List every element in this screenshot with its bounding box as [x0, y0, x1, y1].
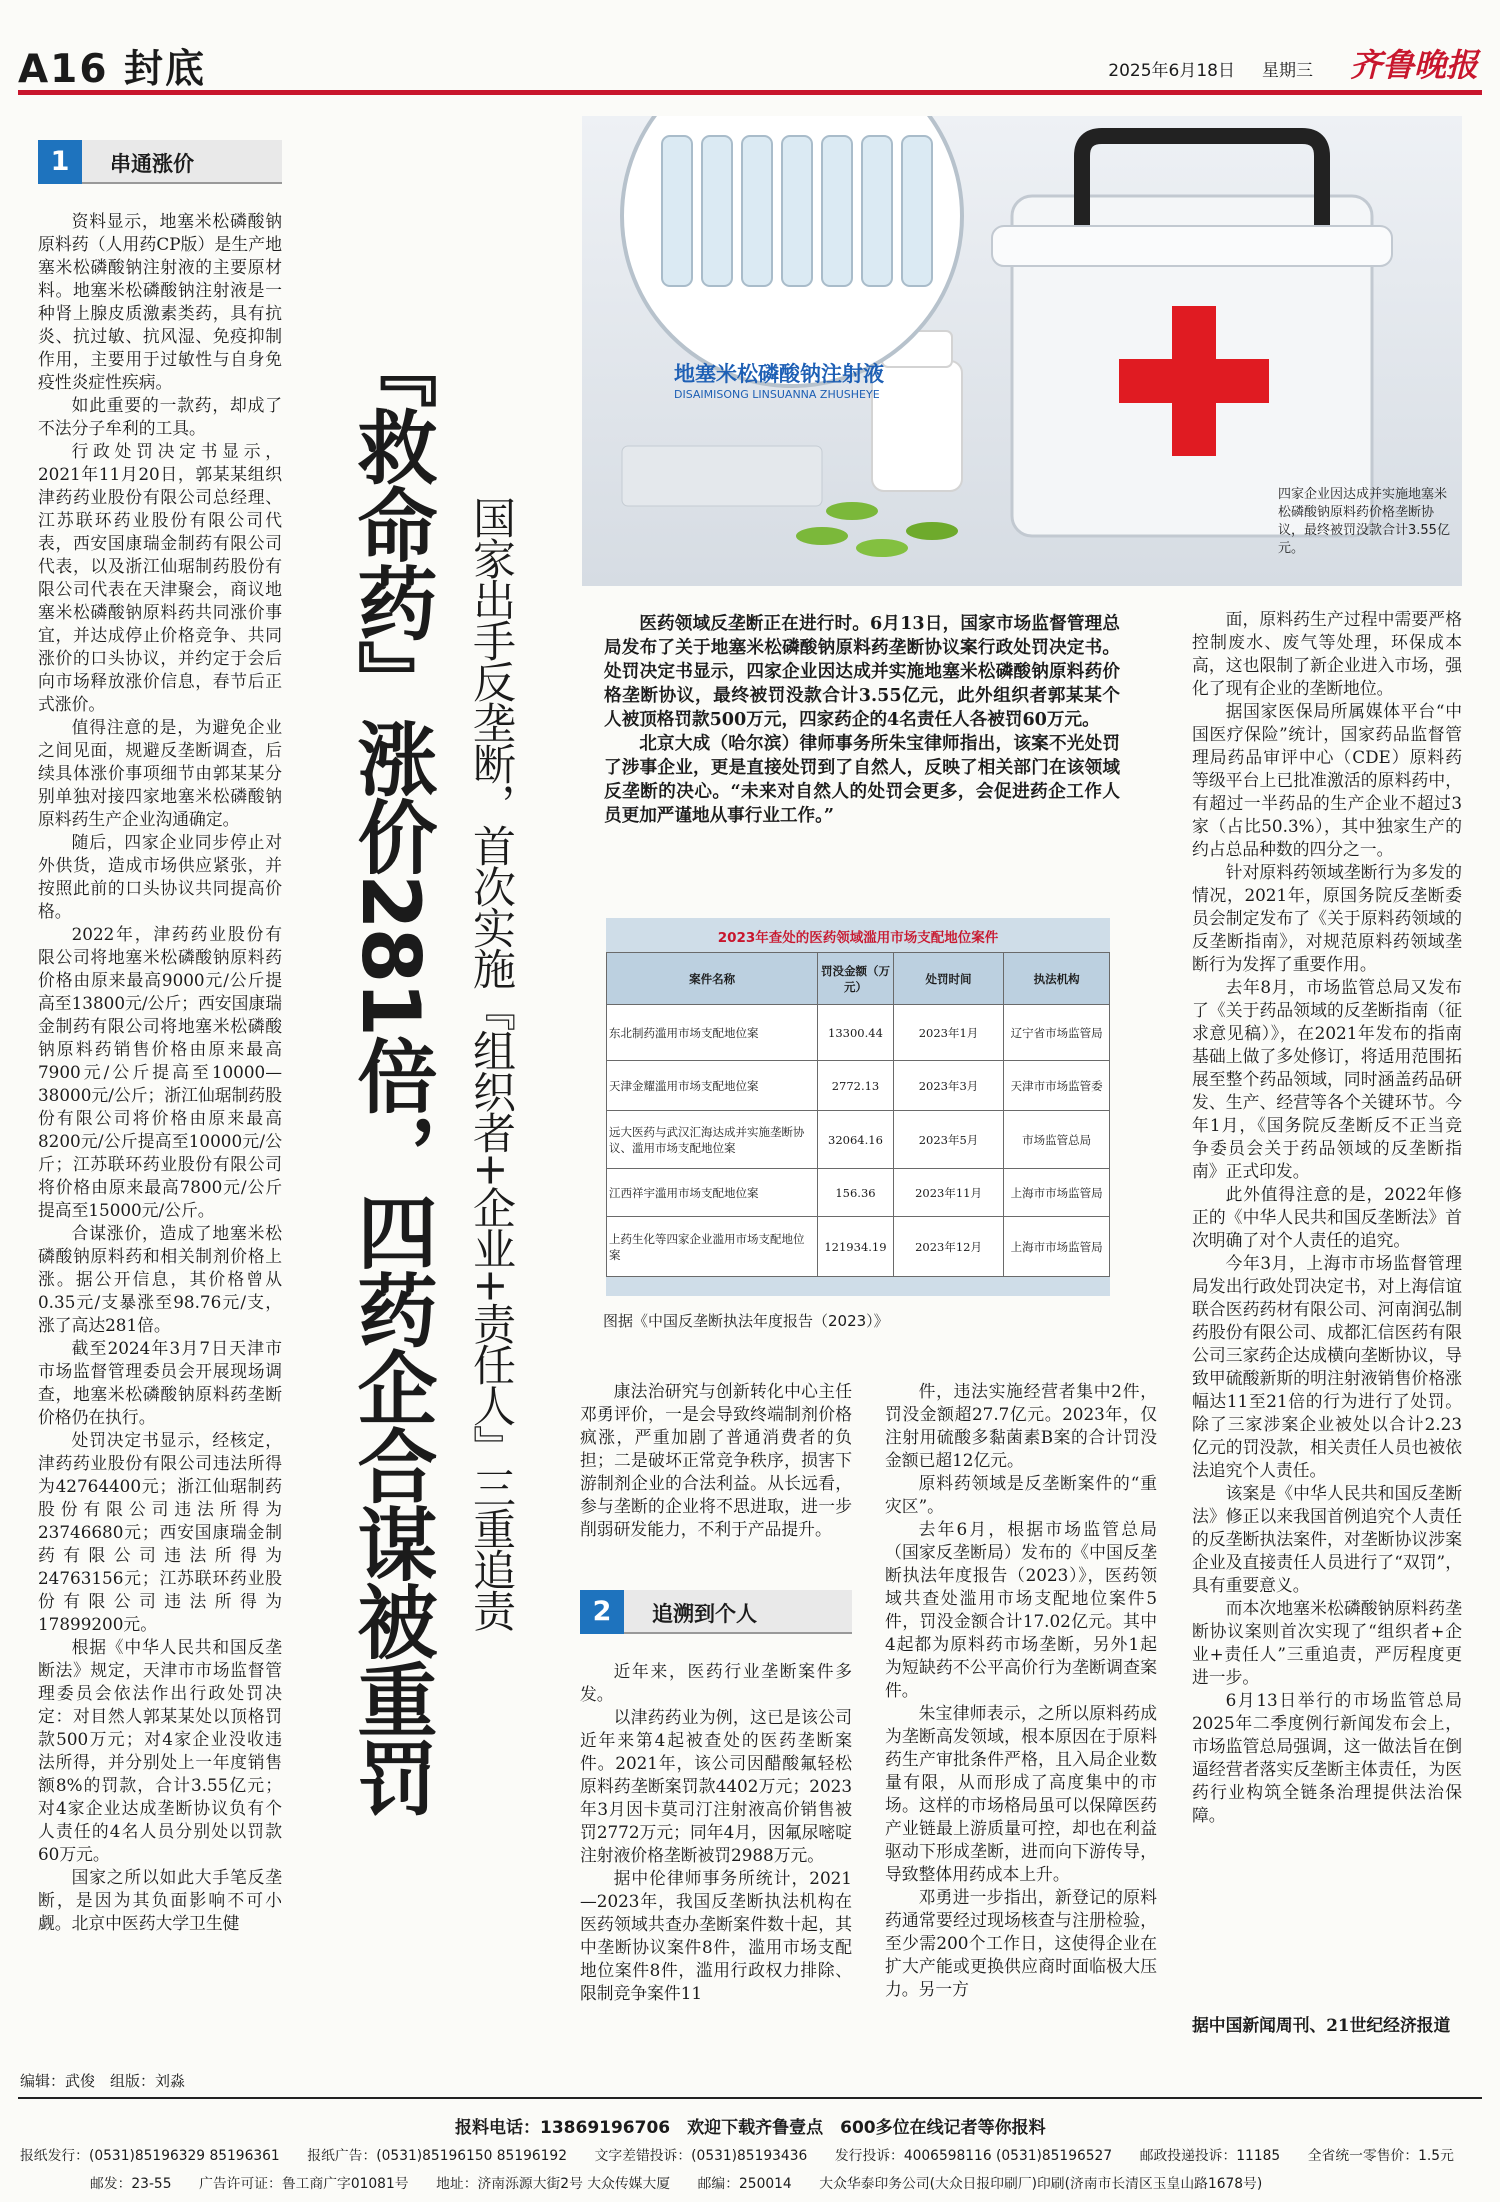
paragraph: 6月13日举行的市场监管总局2025年二季度例行新闻发布会上，市场监管总局强调，这一做法旨在倒逼经营者落实反垄断主体责任，为医药行业构筑全链条治理提供法治保障。 — [1192, 1690, 1462, 1825]
hotline: 报料电话：13869196706 欢迎下载齐鲁壹点 600多位在线记者等你报料 — [455, 2118, 1046, 2138]
table-cell: 市场监管总局 — [1004, 1111, 1110, 1169]
column-center-c — [885, 1380, 1157, 2050]
paragraph: 据国家医保局所属媒体平台“中国医疗保险”统计，国家药品监督管理局药品审评中心（CDE）原料药等级平台上已批准激活的原料药中，有超过一半药品的生产企业不超过3家（占比50.3%），其中独家生产的约占总品种数的四分之一。 — [1192, 701, 1462, 859]
paragraph: 值得注意的是，为避免企业之间见面，规避反垄断调查，后续具体涨价事项细节由郭某某分别单独对接四家地塞米松磷酸钠原料药生产企业沟通确定。 — [38, 717, 282, 829]
paragraph: 如此重要的一款药，却成了不法分子牟利的工具。 — [38, 395, 282, 438]
table-cell: 2772.13 — [818, 1061, 893, 1111]
paragraph: 据中伦律师事务所统计，2021—2023年，我国反垄断执法机构在医药领域共查办垄断案件数十起，其中垄断协议案件8件，滥用市场支配地位案件8件，滥用行政权力排除、限制竞争案件11 — [580, 1868, 852, 2003]
paragraph: 2022年，津药药业股份有限公司将地塞米松磷酸钠原料药价格由原来最高9000元/公斤提高至13800元/公斤；西安国康瑞金制药有限公司将地塞米松磷酸钠原料药销售价格由原来最高7900元/公斤提高至10000—38000元/公斤；浙江仙琚制药股份有限公司将价格由原来最高8200元/公斤提高至10000元/公斤；江苏联环药业股份有限公司将价格由原来最高7800元/公斤提高至15000元/公斤。 — [38, 924, 282, 1220]
page-number: A16 封底 — [18, 47, 207, 92]
table-cell: 32064.16 — [818, 1111, 893, 1169]
paragraph: 去年6月，根据市场监管总局（国家反垄断局）发布的《中国反垄断执法年度报告（2023）》，医药领域共查处滥用市场支配地位案件5件，罚没金额合计17.02亿元。其中4起都为原料药市场垄断，另外1起为短缺药不公平高价行为垄断调查案件。 — [885, 1519, 1157, 1700]
table-cell: 2023年12月 — [893, 1217, 1004, 1277]
paragraph: 该案是《中华人民共和国反垄断法》修正以来我国首例追究个人责任的反垄断执法案件，对垄断协议涉案企业及直接责任人员进行了“双罚”，具有重要意义。 — [1192, 1483, 1462, 1595]
header-rule — [18, 90, 1482, 95]
main-headline: 『救命药』涨价281倍，四药企合谋被重罚 — [344, 328, 437, 1815]
section-title: 串通涨价 — [110, 152, 194, 176]
paragraph: 北京大成（哈尔滨）律师事务所朱宝律师指出，该案不光处罚了涉事企业，更是直接处罚到了自然人，反映了相关部门在该领域反垄断的决心。“未来对自然人的处罚会更多，会促进药企工作人员更加严谨地从事行业工作。” — [604, 733, 1120, 826]
table-row — [607, 1217, 1110, 1277]
table-cell: 上海市市场监管局 — [1004, 1169, 1110, 1217]
sub-headline: 国家出手反垄断，首次实施『组织者+企业+责任人』三重追责 — [466, 496, 516, 1631]
table-header-row — [607, 953, 1110, 1005]
ampoule-box-label-en: DISAIMISONG LINSUANNA ZHUSHEYE — [674, 388, 880, 401]
newspaper-logo: 齐鲁晚报 — [1349, 46, 1478, 84]
table-cell: 13300.44 — [818, 1005, 893, 1061]
paragraph: 国家之所以如此大手笔反垄断，是因为其负面影响不可小觑。北京中医药大学卫生健 — [38, 1867, 282, 1933]
paragraph: 今年3月，上海市市场监督管理局发出行政处罚决定书，对上海信谊联合医药药材有限公司、河南润弘制药股份有限公司、成都汇信医药有限公司三家药企达成横向垄断协议，导致甲硫酸新斯的明注射液销售价格涨幅达11至21倍的行为进行了处罚。除了三家涉案企业被处以合计2.23亿元的罚没款，相关责任人员也被依法追究个人责任。 — [1192, 1253, 1462, 1480]
section-header-1 — [38, 140, 282, 184]
table-caption: 图据《中国反垄断执法年度报告（2023）》 — [603, 1312, 889, 1330]
ampoule-box-label: 地塞米松磷酸钠注射液 — [674, 362, 884, 386]
article-photo — [582, 116, 1462, 586]
table-row — [607, 1061, 1110, 1111]
cases-table — [606, 952, 1110, 1277]
footer-address: 邮发：23-55 广告许可证：鲁工商广字01081号 地址：济南泺源大街2号 大众传媒大厦 邮编：250014 大众华泰印务公司(大众日报印刷厂)印刷(济南市长清区玉皇山路1678号) — [90, 2176, 1263, 2192]
section-header-2 — [580, 1590, 852, 1634]
paragraph: 资料显示，地塞米松磷酸钠原料药（人用药CP版）是生产地塞米松磷酸钠注射液的主要原材料。地塞米松磷酸钠注射液是一种肾上腺皮质激素类药，具有抗炎、抗过敏、抗风湿、免疫抑制作用，主要用于过敏性与自身免疫性炎症性疾病。 — [38, 211, 282, 392]
header-cell: 罚没金额（万元） — [818, 953, 893, 1005]
table-cell: 2023年11月 — [893, 1169, 1004, 1217]
editor-credits: 编辑：武俊 组版：刘淼 — [20, 2072, 186, 2090]
paragraph: 去年8月，市场监管总局又发布了《关于药品领域的反垄断指南（征求意见稿）》，在2021年发布的指南基础上做了多处修订，将适用范围拓展至整个药品领域，同时涵盖药品研发、生产、经营等各个关键环节。今年1月，《国务院反垄断反不正当竞争委员会关于药品领域的反垄断指南》正式印发。 — [1192, 977, 1462, 1181]
section-title: 追溯到个人 — [652, 1602, 757, 1626]
table-cell: 辽宁省市场监管局 — [1004, 1005, 1110, 1061]
section-number: 1 — [38, 140, 82, 184]
paragraph: 根据《中华人民共和国反垄断法》规定，天津市市场监督管理委员会依法作出行政处罚决定：对目然人郭某某处以顶格罚款500万元；对4家企业没收违法所得，并分别处上一年度销售额8%的罚款，合计3.55亿元；对4家企业达成垄断协议负有个人责任的4名人员分别处以罚款60万元。 — [38, 1637, 282, 1864]
table-row — [607, 1005, 1110, 1061]
table-cell: 2023年3月 — [893, 1061, 1004, 1111]
table-cell: 东北制药滥用市场支配地位案 — [607, 1005, 818, 1061]
paragraph: 朱宝律师表示，之所以原料药成为垄断高发领域，根本原因在于原料药生产审批条件严格，且入局企业数量有限，从而形成了高度集中的市场。这样的市场格局虽可以保障医药产业链最上游质量可控，却也在利益驱动下形成垄断，进而向下游传导，导致整体用药成本上升。 — [885, 1703, 1157, 1884]
paragraph: 截至2024年3月7日天津市市场监督管理委员会开展现场调查，地塞米松磷酸钠原料药垄断价格仍在执行。 — [38, 1338, 282, 1427]
table-row — [607, 1111, 1110, 1169]
footer-rule — [18, 2097, 1482, 2099]
paragraph: 件，违法实施经营者集中2件，罚没金额超27.7亿元。2023年，仅注射用硫酸多黏菌素B案的合计罚没金额已超12亿元。 — [885, 1381, 1157, 1470]
paragraph: 医药领域反垄断正在进行时。6月13日，国家市场监督管理总局发布了关于地塞米松磷酸钠原料药垄断协议案行政处罚决定书。处罚决定书显示，四家企业因达成并实施地塞米松磷酸钠原料药价格垄断协议，最终被罚没款合计3.55亿元，此外组织者郭某某个人被顶格罚款500万元，四家药企的4名责任人各被罚60万元。 — [604, 613, 1120, 730]
paragraph: 此外值得注意的是，2022年修正的《中华人民共和国反垄断法》首次明确了对个人责任的追究。 — [1192, 1184, 1462, 1250]
paragraph: 原料药领域是反垄断案件的“重灾区”。 — [885, 1473, 1157, 1516]
paragraph: 而本次地塞米松磷酸钠原料药垄断协议案则首次实现了“组织者+企业+责任人”三重追责，严厉程度更进一步。 — [1192, 1598, 1462, 1687]
column-center-b — [580, 1660, 852, 2050]
table-cell: 天津市市场监管委 — [1004, 1061, 1110, 1111]
paragraph: 针对原料药领域垄断行为多发的情况，2021年，原国务院反垄断委员会制定发布了《关于原料药领域的反垄断指南》，对规范原料药领域垄断行为发挥了重要作用。 — [1192, 862, 1462, 974]
pill-bottle — [872, 361, 962, 491]
paragraph: 随后，四家企业同步停止对外供货，造成市场供应紧张，并按照此前的口头协议共同提高价格。 — [38, 832, 282, 921]
photo-caption: 四家企业因达成并实施地塞米松磷酸钠原料药价格垄断协议，最终被罚没款合计3.55亿元。 — [1278, 487, 1450, 556]
paragraph: 处罚决定书显示，经核定，津药药业股份有限公司违法所得为42764400元；浙江仙琚制药股份有限公司违法所得为23746680元；西安国康瑞金制药有限公司违法所得为24763156元；江苏联环药业股份有限公司违法所得为17899200元。 — [38, 1430, 282, 1634]
article-credit: 据中国新闻周刊、21世纪经济报道 — [1192, 2015, 1451, 2035]
table-row — [607, 1169, 1110, 1217]
issue-date: 2025年6月18日 — [1108, 61, 1235, 81]
column-center-a — [580, 1380, 852, 1566]
table-cell: 上海市市场监管局 — [1004, 1217, 1110, 1277]
table-cell: 上药生化等四家企业滥用市场支配地位案 — [607, 1217, 818, 1277]
paragraph: 行政处罚决定书显示，2021年11月20日，郭某某组织津药药业股份有限公司总经理、江苏联环药业股份有限公司代表，西安国康瑞金制药有限公司代表，以及浙江仙琚制药股份有限公司代表在天津聚会，商议地塞米松磷酸钠原料药共同涨价事宜，并达成停止价格竞争、共同涨价的口头协议，并约定于会后向市场释放涨价信息，春节后正式涨价。 — [38, 441, 282, 714]
paragraph: 近年来，医药行业垄断案件多发。 — [580, 1661, 852, 1704]
paragraph: 合谋涨价，造成了地塞米松磷酸钠原料药和相关制剂价格上涨。据公开信息，其价格曾从0.35元/支暴涨至98.76元/支，涨了高达281倍。 — [38, 1223, 282, 1335]
table-cell: 江西祥宇滥用市场支配地位案 — [607, 1169, 818, 1217]
paragraph: 面，原料药生产过程中需要严格控制废水、废气等处理，环保成本高，这也限制了新企业进入市场，强化了现有企业的垄断地位。 — [1192, 609, 1462, 698]
table-cell: 121934.19 — [818, 1217, 893, 1277]
column-right — [1192, 608, 1462, 2012]
table-cell: 远大医药与武汉汇海达成并实施垄断协议、滥用市场支配地位案 — [607, 1111, 818, 1169]
cases-table-box — [606, 918, 1110, 1296]
header-cell: 案件名称 — [607, 953, 818, 1005]
header-cell: 执法机构 — [1004, 953, 1110, 1005]
paragraph: 以津药药业为例，这已是该公司近年来第4起被查处的医药垄断案件。2021年，该公司因醋酸氟轻松原料药垄断案罚款4402万元；2023年3月因卡莫司汀注射液高价销售被罚2772万元；同年4月，因氟尿嘧啶注射液价格垄断被罚2988万元。 — [580, 1707, 852, 1865]
table-cell: 156.36 — [818, 1169, 893, 1217]
table-cell: 2023年1月 — [893, 1005, 1004, 1061]
section-number: 2 — [580, 1590, 624, 1634]
header-cell: 处罚时间 — [893, 953, 1004, 1005]
column-one — [38, 210, 282, 2054]
issue-weekday: 星期三 — [1262, 61, 1313, 81]
table-title: 2023年查处的医药领域滥用市场支配地位案件 — [717, 930, 999, 946]
paragraph: 邓勇进一步指出，新登记的原料药通常要经过现场核查与注册检验，至少需200个工作日，这使得企业在扩大产能或更换供应商时面临极大压力。另一方 — [885, 1887, 1157, 1999]
paragraph: 康法治研究与创新转化中心主任邓勇评价，一是会导致终端制剂价格疯涨，严重加剧了普通消费者的负担；二是破坏正常竞争秩序，损害下游制剂企业的合法利益。从长远看，参与垄断的企业将不思进取，进一步削弱研发能力，不利于产品提升。 — [580, 1381, 852, 1539]
table-cell: 天津金耀滥用市场支配地位案 — [607, 1061, 818, 1111]
footer-contacts: 报纸发行：(0531)85196329 85196361 报纸广告：(0531)85196150 85196192 文字差错投诉：(0531)85193436 发行投诉：4006598116 (0531)85196527 邮政投递投诉：11185 全省统一零售价：1.5元 — [20, 2148, 1454, 2164]
lead-paragraph — [604, 612, 1120, 828]
table-cell: 2023年5月 — [893, 1111, 1004, 1169]
